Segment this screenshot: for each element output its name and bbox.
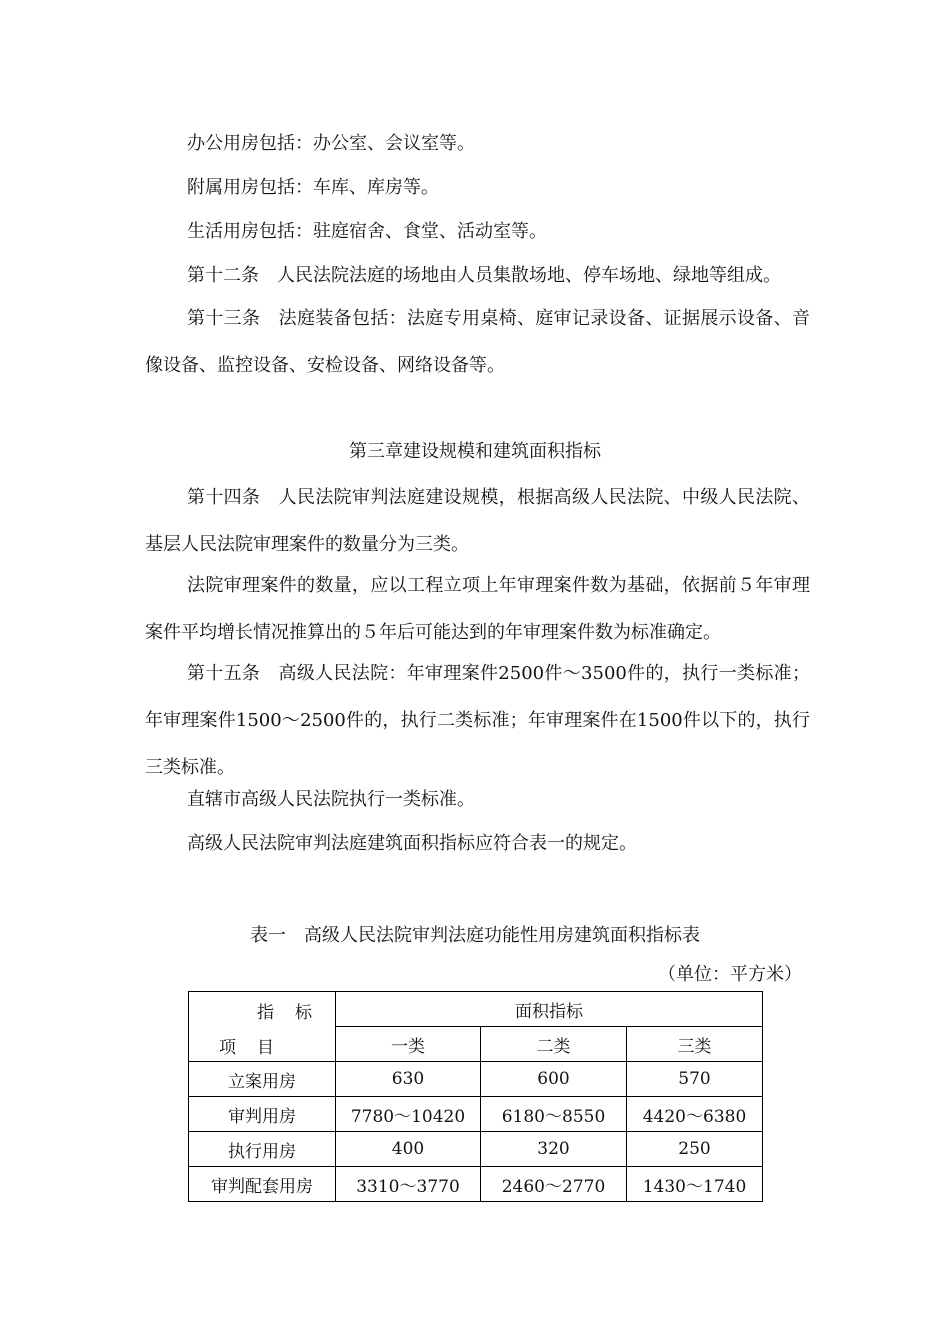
table-title: 表一 高级人民法院审判法庭功能性用房建筑面积指标表 <box>250 925 700 946</box>
row-label: 立案用房 <box>189 1062 336 1097</box>
table-cell: 6180～8550 <box>481 1097 627 1132</box>
table-cell: 1430～1740 <box>627 1167 763 1202</box>
row-label: 执行用房 <box>189 1132 336 1167</box>
paragraph-office-rooms: 办公用房包括：办公室、会议室等。 <box>187 133 475 154</box>
table-cell: 400 <box>336 1132 481 1167</box>
area-index-table <box>188 991 763 1202</box>
table-cell: 570 <box>627 1062 763 1097</box>
corner-label-index: 指 标 <box>257 1003 314 1023</box>
column-header-class-3: 三类 <box>627 1027 763 1062</box>
table-row <box>189 1097 763 1132</box>
paragraph-case-count: 法院审理案件的数量，应以工程立项上年审理案件数为基础，依据前５年审理案件平均增长情况推算出的５年后可能达到的年审理案件数为标准确定。 <box>145 575 810 643</box>
paragraph-article-14: 第十四条 人民法院审判法庭建设规模，根据高级人民法院、中级人民法院、基层人民法院审理案件的数量分为三类。 <box>145 487 810 555</box>
table-row <box>189 1167 763 1202</box>
paragraph-table-reference: 高级人民法院审判法庭建筑面积指标应符合表一的规定。 <box>187 833 637 854</box>
table-cell: 3310～3770 <box>336 1167 481 1202</box>
table-row <box>189 1062 763 1097</box>
table-cell: 4420～6380 <box>627 1097 763 1132</box>
column-header-class-2: 二类 <box>481 1027 627 1062</box>
table-cell: 2460～2770 <box>481 1167 627 1202</box>
column-header-class-1: 一类 <box>336 1027 481 1062</box>
table-cell: 600 <box>481 1062 627 1097</box>
corner-label-item: 项 目 <box>219 1038 276 1058</box>
row-label: 审判用房 <box>189 1097 336 1132</box>
paragraph-article-12: 第十二条 人民法院法庭的场地由人员集散场地、停车场地、绿地等组成。 <box>187 265 781 286</box>
paragraph-municipality: 直辖市高级人民法院执行一类标准。 <box>187 789 475 810</box>
table-corner-cell <box>189 992 336 1062</box>
group-header-cell: 面积指标 <box>336 992 763 1027</box>
table-row <box>189 1132 763 1167</box>
row-label: 审判配套用房 <box>189 1167 336 1202</box>
paragraph-living-rooms: 生活用房包括：驻庭宿舍、食堂、活动室等。 <box>187 221 547 242</box>
chapter-heading: 第三章建设规模和建筑面积指标 <box>349 441 601 462</box>
table-header-row <box>189 992 763 1027</box>
table-cell: 7780～10420 <box>336 1097 481 1132</box>
paragraph-auxiliary-rooms: 附属用房包括：车库、库房等。 <box>187 177 439 198</box>
table-unit: （单位：平方米） <box>658 964 802 985</box>
paragraph-article-15: 第十五条 高级人民法院：年审理案件2500件～3500件的，执行一类标准；年审理案件1500～2500件的，执行二类标准；年审理案件在1500件以下的，执行三类标准。 <box>145 663 810 778</box>
table-cell: 250 <box>627 1132 763 1167</box>
table-cell: 630 <box>336 1062 481 1097</box>
table-cell: 320 <box>481 1132 627 1167</box>
paragraph-article-13: 第十三条 法庭装备包括：法庭专用桌椅、庭审记录设备、证据展示设备、音像设备、监控设备、安检设备、网络设备等。 <box>145 308 810 376</box>
